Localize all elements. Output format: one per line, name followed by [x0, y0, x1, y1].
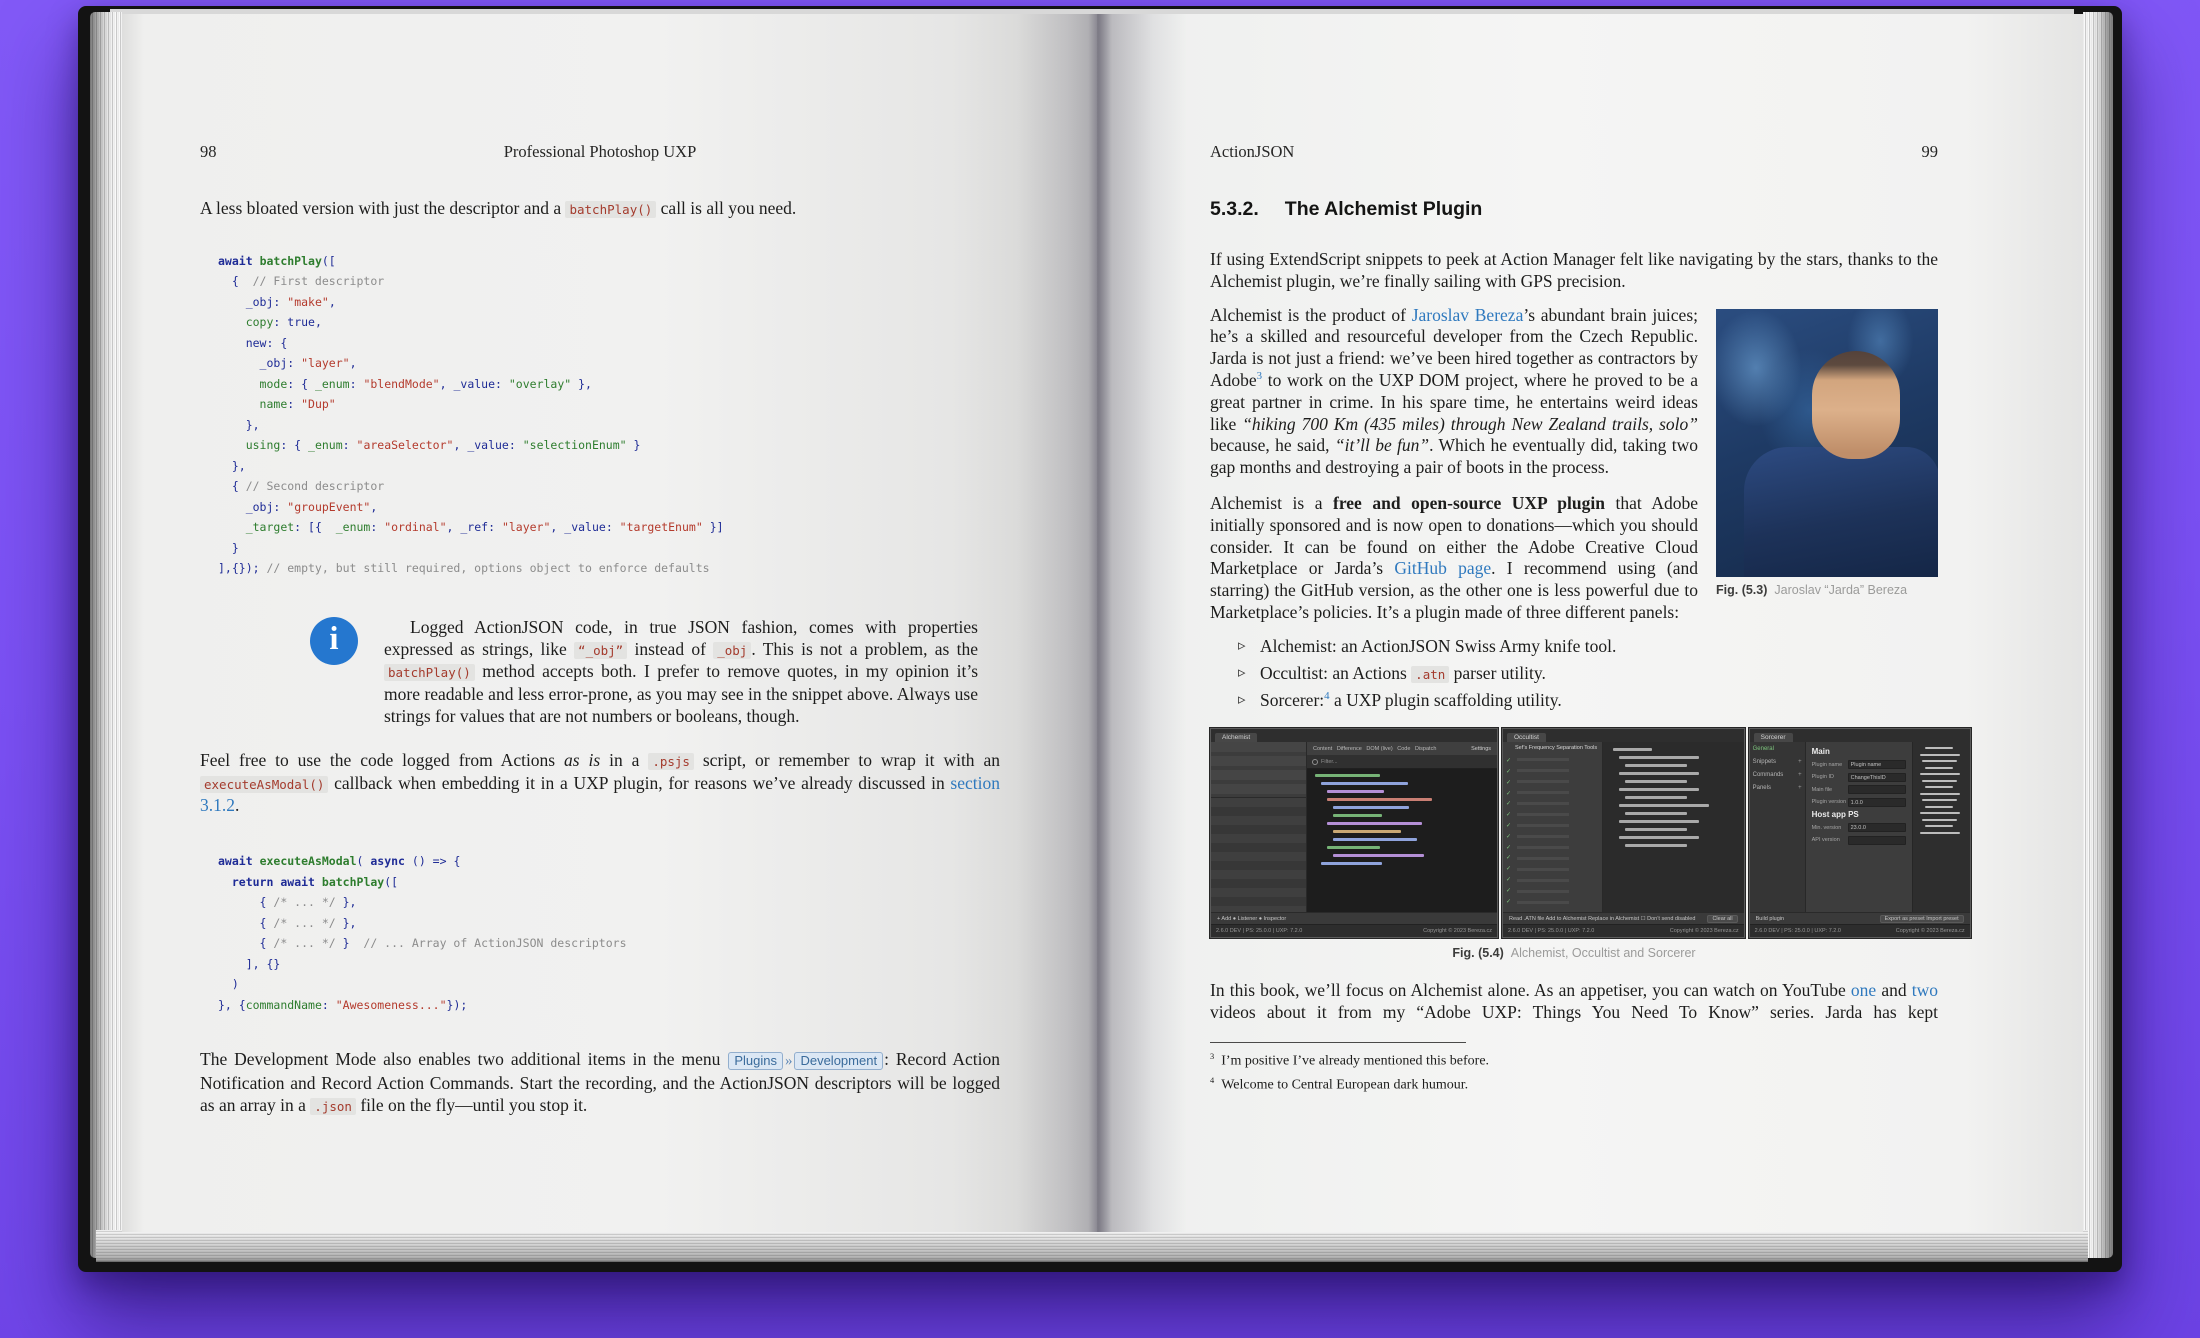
text-run: because, he said, [1210, 435, 1335, 456]
text-link[interactable]: one [1850, 980, 1877, 1001]
code-token: { [218, 274, 253, 289]
footnotes [1210, 1042, 1938, 1094]
text-run: Alchemist is a [1210, 492, 1334, 513]
code-token: "areaSelector" [356, 438, 454, 453]
paragraph-intro-left [200, 198, 1000, 221]
running-header-right [1210, 142, 1938, 164]
code-token: /* ... */ [273, 936, 336, 951]
code-token: batchPlay [259, 253, 322, 268]
code-token: , [453, 438, 468, 453]
code-token: : [273, 294, 288, 309]
code-token: () => { [404, 854, 461, 869]
inline-code: executeAsModal() [200, 776, 328, 793]
code-token [218, 356, 260, 370]
code-token: }, { [218, 997, 246, 1012]
alchemist-properties [1211, 742, 1306, 798]
list-item [1238, 636, 1938, 658]
code-token: _value [467, 438, 509, 453]
inline-code: .atn [1411, 666, 1449, 683]
portrait-photo [1716, 309, 1938, 577]
text-run: ’s abundant brain juices; he’s a skilled and resourceful developer from the Czech Republic. Jarda is not just a friend: we’ve been hired together as contractors by Adobe [1210, 304, 1698, 390]
code-token: await [280, 874, 315, 889]
text-run: Sorcerer: [1260, 690, 1325, 711]
code-token: /* ... */ [273, 915, 336, 930]
code-token: _target [245, 520, 295, 535]
code-token: } [626, 438, 641, 453]
code-token: name [259, 397, 288, 412]
footnote-ref[interactable]: 3 [1256, 370, 1263, 383]
running-title: Professional Photoshop UXP [503, 142, 697, 161]
menu-key-badge: Plugins [728, 1052, 783, 1070]
code-token: "Awesomeness..." [335, 997, 447, 1012]
bullet-icon: ▹ [1238, 664, 1246, 681]
code-token: _enum [335, 520, 371, 535]
page-edges-left [90, 12, 122, 1258]
code-token: "targetEnum" [619, 520, 703, 535]
text-run: as is [564, 749, 601, 770]
code-line [218, 538, 1000, 559]
text-run: “hiking 700 Km (435 miles) through New Zealand trails, solo” [1242, 413, 1698, 434]
inline-code: “_obj” [574, 642, 627, 659]
code-token: : [273, 315, 288, 330]
code-token [218, 438, 246, 452]
text-run: call is all you need. [656, 198, 797, 218]
paragraph-book [1210, 980, 1938, 1024]
code-token: true [287, 315, 315, 330]
code-token: await [218, 253, 253, 268]
code-token: _enum [314, 376, 350, 391]
code-token: : [287, 397, 302, 412]
code-line [218, 558, 1000, 579]
code-token: : { [287, 376, 315, 391]
text-run: that Adobe initially sponsored and is now open to donations—which you should consider. It can be found on either the Adobe Creative Cloud Marketplace or Jarda’s [1210, 492, 1699, 579]
code-token: // First descriptor [252, 274, 385, 289]
code-line [218, 251, 1000, 272]
code-token: : [342, 438, 357, 453]
paragraph-feel-free [200, 750, 1000, 817]
code-token [218, 520, 246, 534]
footnote: $^3$ I’m positive I’ve already mentioned this before. [1210, 1051, 1490, 1069]
text-run: parser utility. [1449, 662, 1546, 683]
screenshot-alchemist: Alchemist Content Difference DOM (live) Code Dispatch Settings Filter... + Add ● Listener ● Inspector 2.6.0 DEV | PS: 25.0.0 | UXP: 7.2.0 Copyright © 2023 Bereza.cz [1210, 728, 1498, 938]
code-token: ([ [384, 874, 399, 889]
text-run: The Development Mode also enables two additional items in the menu [200, 1049, 728, 1070]
code-token: /* ... */ [273, 895, 336, 910]
code-token: mode [259, 376, 288, 391]
code-token: return [231, 874, 274, 889]
text-run: . I recommend using (and starring) the GitHub version, as the other one is less powerful due to Marketplace’s policies. It’s a plugin made of three different panels: [1210, 558, 1698, 622]
text-run: script, or remember to wrap it with an [693, 749, 1000, 770]
code-line [218, 394, 1000, 415]
code-token: batchPlay [321, 874, 385, 889]
text-run: file on the fly—until you stop it. [355, 1094, 588, 1115]
figure-label: Fig. (5.4) [1452, 946, 1504, 961]
info-box [200, 617, 1000, 728]
page-number: 99 [1921, 142, 1938, 161]
text-run: Feel free to use the code logged from Actions [200, 749, 565, 770]
code-line [218, 333, 1000, 354]
footnote: $^4$ Welcome to Central European dark humour. [1210, 1076, 1469, 1094]
text-run: . [235, 795, 240, 816]
code-token: : [{ [294, 520, 336, 535]
code-token: async [370, 854, 405, 869]
checkmarks-column [1506, 756, 1514, 907]
code-line [218, 497, 1000, 518]
text-run: to work on the UXP DOM project, where he proved to be a great partner in crime. In his spare time, he entertains weird ideas like [1210, 369, 1698, 434]
book-page-right [1097, 14, 2083, 1232]
code-token: : [370, 520, 385, 535]
bullet-list [1238, 636, 1938, 712]
code-token: , [370, 499, 378, 514]
info-icon [310, 617, 358, 665]
inline-code: batchPlay() [384, 664, 475, 681]
code-token: ([ [321, 253, 336, 268]
code-token: }, [218, 458, 246, 473]
figure-caption: Fig. (5.4) Alchemist, Occultist and Sorcerer [1452, 946, 1696, 961]
code-line [218, 353, 1000, 374]
code-line [218, 995, 1000, 1016]
code-token: _enum [308, 438, 343, 453]
text-run: If using ExtendScript snippets to peek at Action Manager felt like navigating by the stars, thanks to the Alchemist plugin, we’re finally sailing with GPS precision. [1210, 249, 1938, 291]
code-token: "make" [287, 294, 329, 309]
code-token [315, 875, 322, 889]
code-token: } [218, 540, 239, 555]
code-token: _value [453, 376, 496, 391]
code-token: _obj [259, 356, 288, 371]
code-token: { [218, 479, 246, 494]
code-token: : [508, 438, 523, 453]
code-token: { [218, 915, 274, 930]
code-token: await [218, 854, 253, 869]
panel-tab: Sorcerer [1754, 733, 1793, 742]
code-token: : [495, 376, 509, 391]
code-token: executeAsModal [259, 854, 357, 869]
section-number: 5.3.2. [1210, 198, 1259, 220]
code-token: // ... Array of ActionJSON descriptors [363, 936, 627, 951]
code-token: : [273, 499, 288, 514]
inline-code: _obj [713, 642, 751, 659]
code-token [218, 336, 246, 350]
running-header-left [200, 142, 1000, 164]
code-token: : { [266, 335, 288, 350]
running-title: ActionJSON [1210, 142, 1295, 161]
code-token [253, 254, 260, 268]
text-run: . Which he eventually did, taking two gap months and destroying a pair of boots in the process. [1210, 435, 1698, 478]
text-run: instead of [627, 638, 714, 659]
text-run: callback when embedding it in a UXP plugin, for reasons we’ve already discussed in [328, 772, 951, 793]
code-line [218, 892, 1000, 913]
text-run: “it’ll be fun” [1334, 435, 1430, 456]
code-token [218, 397, 260, 411]
code-token: : [488, 520, 502, 535]
code-token: : [287, 356, 302, 371]
text-run: A less bloated version with just the descriptor and a [200, 198, 566, 218]
code-token: }, [335, 915, 357, 930]
figure-caption: Fig. (5.3) Jaroslav “Jarda” Bereza [1716, 582, 1908, 597]
code-token: : [605, 520, 620, 535]
code-token: commandName [245, 997, 322, 1012]
text-link[interactable]: section 3.1.2 [200, 772, 1000, 816]
page-number: 98 [200, 142, 217, 161]
text-run: a UXP plugin scaffolding utility. [1329, 690, 1562, 711]
code-line [218, 954, 1000, 975]
code-line [218, 271, 1000, 292]
text-run: Alchemist is the product of [1210, 304, 1412, 325]
code-token: { [218, 936, 274, 951]
code-token: _obj [245, 499, 274, 514]
code-token: "selectionEnum" [522, 438, 627, 453]
screenshot-occultist: Occultist Sef’s Frequency Separation Tools ✓ ✓ ✓ ✓ ✓ ✓ ✓ ✓ ✓ ✓ ✓ ✓ ✓ ✓ Read .ATN file Add to Alchemist Replace in Alchemist ☐ Don’t send disabled Clear all 2.6.0 DEV | PS: 25.0.0 | UXP: 7.2.0 Copyright © 2023 Bereza.cz [1502, 728, 1745, 938]
code-token: copy [245, 315, 274, 330]
code-line [218, 312, 1000, 333]
menu-key-badge: Development [794, 1052, 883, 1070]
code-block-1 [218, 251, 1000, 579]
screenshot-sorcerer: Sorcerer General Snippets + Commands + Panels + Main Plugin name Plugin name Plugin ID ChangeThisID Main file Plugin version 1.0.0 Host app PS Min. version 23.0.0 API version Build plugin Export as preset Import preset 2.6.0 DEV | PS: 25.0.0 | UXP: 7.2.0 Copyright © 2023 Bereza.cz [1749, 728, 1971, 938]
inline-code: .json [310, 1098, 356, 1115]
inline-code: .psjs [648, 753, 694, 770]
alchemist-code-view [1307, 769, 1497, 912]
occultist-code-view [1603, 742, 1744, 912]
text-run: videos about it from my “Adobe UXP: Things You Need To Know” series. Jarda has kept [1210, 1001, 1938, 1022]
code-line [218, 872, 1000, 893]
code-token: // empty, but still required, options object to enforce defaults [266, 561, 710, 576]
code-token: }, [335, 895, 357, 910]
code-line [218, 435, 1000, 456]
text-run: . This is not a problem, as the [751, 638, 979, 659]
code-token: ], {} [218, 956, 281, 971]
figure-5-3 [1716, 309, 1938, 597]
code-token [218, 875, 232, 889]
code-token: "blendMode" [363, 376, 440, 391]
search-icon [1312, 759, 1318, 765]
wrapped-text-block [1210, 305, 1938, 713]
code-line [218, 851, 1000, 872]
footnote-rule [1210, 1042, 1466, 1043]
footnote-marker: 3 [1210, 1051, 1215, 1061]
code-line [218, 517, 1000, 538]
code-token [253, 854, 260, 868]
code-token: ],{}); [218, 561, 267, 576]
code-token: , [328, 294, 336, 309]
code-token: , [446, 520, 461, 535]
code-token: _ref [460, 520, 489, 535]
text-link[interactable]: GitHub page [1394, 558, 1492, 579]
panel-tab: Alchemist [1215, 733, 1257, 742]
code-token: : [349, 376, 364, 391]
text-run: Alchemist: an ActionJSON Swiss Army knife tool. [1260, 635, 1617, 656]
page-edges-bottom [96, 1230, 2088, 1262]
code-token: }] [702, 520, 724, 535]
code-line [218, 974, 1000, 995]
code-token: ) [218, 977, 239, 992]
code-token: , [314, 315, 322, 330]
code-line [218, 292, 1000, 313]
code-line [218, 456, 1000, 477]
code-block-2 [218, 851, 1000, 1015]
list-item [1238, 690, 1938, 712]
code-line [218, 913, 1000, 934]
code-token [218, 377, 260, 391]
footnote-ref[interactable]: 4 [1324, 690, 1330, 703]
page-edges-right [2083, 12, 2113, 1258]
section-heading [1210, 198, 1938, 221]
code-line [218, 933, 1000, 954]
code-token: "layer" [301, 356, 350, 371]
text-run: free and open-source UXP plugin [1333, 492, 1605, 513]
list-item [1238, 663, 1938, 686]
code-token [218, 315, 246, 329]
code-token: : { [280, 438, 309, 453]
code-token: "layer" [501, 520, 551, 535]
code-token: } [335, 936, 364, 951]
inline-code: batchPlay() [565, 201, 656, 218]
text-run: in a [600, 749, 649, 770]
section-title: The Alchemist Plugin [1284, 198, 1483, 220]
code-token: { [218, 895, 274, 910]
code-token: : [321, 997, 336, 1012]
bullet-icon: ▹ [1238, 637, 1246, 654]
code-token: "Dup" [301, 397, 336, 412]
bullet-icon: ▹ [1238, 692, 1246, 709]
text-run: In this book, we’ll focus on Alchemist alone. As an appetiser, you can watch on YouTube [1210, 980, 1851, 1001]
text-run: Occultist: an Actions [1260, 662, 1412, 683]
text-run: and [1876, 980, 1912, 1001]
figure-label: Fig. (5.3) [1716, 582, 1768, 597]
code-line [218, 415, 1000, 436]
code-token: , [439, 376, 454, 391]
code-token: }, [218, 417, 260, 432]
code-token: _value [564, 520, 606, 535]
code-line [218, 476, 1000, 497]
code-token [218, 500, 246, 514]
info-box-text [384, 617, 978, 728]
code-token: "overlay" [508, 376, 572, 391]
code-token: }, [571, 376, 592, 391]
panel-tab: Occultist [1507, 733, 1546, 742]
code-token: using [245, 438, 281, 453]
paragraph-intro-right [1210, 249, 1938, 293]
text-link[interactable]: two [1911, 980, 1938, 1001]
paragraph-dev-mode [200, 1049, 1000, 1117]
alchemist-action-list [1211, 798, 1306, 912]
book-page-left [122, 14, 1097, 1232]
text-run: method accepts both. I prefer to remove quotes, in my opinion it’s more readable and less error-prone, as you may see in the snippet above. Always use strings for values that are not numbers or booleans, though. [384, 661, 978, 726]
code-token [218, 295, 246, 309]
code-token: , [349, 356, 357, 371]
code-token: }); [446, 997, 468, 1012]
code-token: "ordinal" [384, 520, 447, 535]
code-line [218, 374, 1000, 395]
footnote-marker: 4 [1210, 1076, 1215, 1086]
text-run: » [784, 1053, 793, 1070]
text-run: : Record Action Notification and Record Action Commands. Start the recording, and the ActionJSON descriptors will be logged as an array in a [200, 1049, 1000, 1115]
code-token: ( [356, 854, 371, 869]
sorcerer-manifest-view [1912, 742, 1970, 912]
text-link[interactable]: Jaroslav Bereza [1411, 304, 1524, 325]
occultist-action-list [1517, 758, 1599, 912]
code-token: "groupEvent" [287, 499, 371, 514]
code-token: _obj [245, 294, 274, 309]
code-token: , [550, 520, 565, 535]
code-token: // Second descriptor [245, 479, 385, 494]
figure-5-4 [1210, 728, 1965, 938]
text-run: Logged ActionJSON code, in true JSON fashion, comes with properties expressed as strings, like [384, 616, 978, 659]
code-token: new [245, 335, 267, 350]
